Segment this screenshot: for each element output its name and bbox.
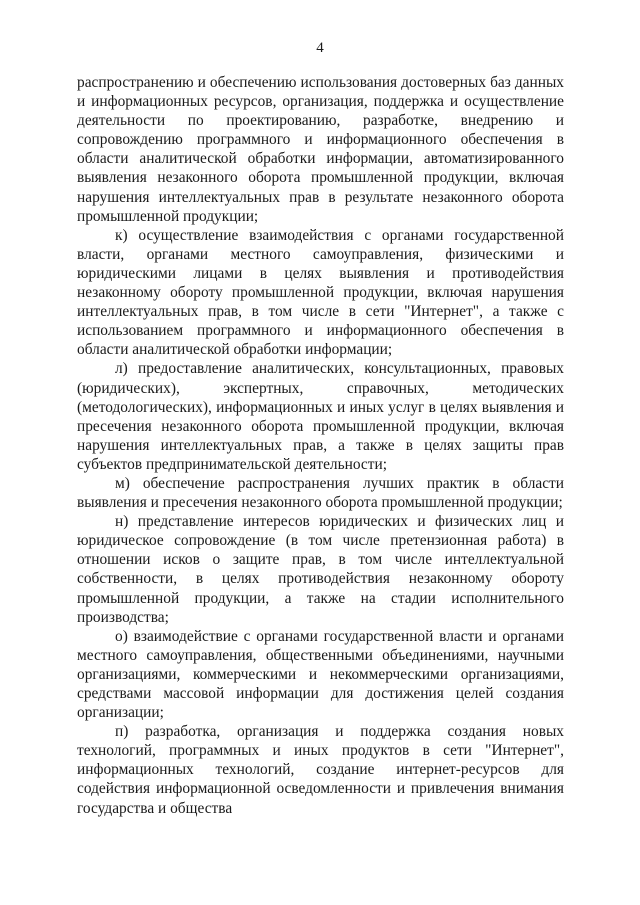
document-body — [77, 73, 564, 818]
paragraph-item-k: к) осуществление взаимодействия с органами государственной власти, органами местного самоуправления, физическими и юридическими лицами в целях выявления и противодействия незаконному обороту промышленной продукции, включая нарушения интеллектуальных прав, в том числе в сети "Интернет", а также с использованием программного и информационного обеспечения в области аналитической обработки информации; — [77, 226, 564, 359]
paragraph-item-p: п) разработка, организация и поддержка создания новых технологий, программных и иных продуктов в сети "Интернет", информационных технологий, создание интернет-ресурсов для содействия информационной осведомленности и привлечения внимания государства и общества — [77, 723, 564, 817]
paragraph-item-m: м) обеспечение распространения лучших практик в области выявления и пресечения незаконного оборота промышленной продукции; — [77, 474, 564, 512]
paragraph-continuation: распространению и обеспечению использования достоверных баз данных и информационных ресурсов, организация, поддержка и осуществление деятельности по проектированию, разработке, внедрению и сопровождению программного и информационного обеспечения в области аналитической обработки информации, автоматизированного выявления незаконного оборота промышленной продукции, включая нарушения интеллектуальных прав в результате незаконного оборота промышленной продукции; — [77, 74, 564, 225]
page-number: 4 — [316, 40, 324, 56]
paragraph-item-n: н) представление интересов юридических и физических лиц и юридическое сопровождение (в том числе претензионная работа) в отношении исков о защите прав, в том числе интеллектуальной собственности, в целях противодействия незаконному обороту промышленной продукции, а также на стадии исполнительного производства; — [77, 513, 564, 626]
paragraph-item-o: о) взаимодействие с органами государственной власти и органами местного самоуправления, общественными объединениями, научными организациями, коммерческими и некоммерческими организациями, средствами массовой информации для достижения целей создания организации; — [77, 627, 564, 722]
paragraph-item-l: л) предоставление аналитических, консультационных, правовых (юридических), экспертных, справочных, методических (методологических), информационных и иных услуг в целях выявления и пресечения незаконного оборота промышленной продукции, включая нарушения интеллектуальных прав, а также в целях защиты прав субъектов предпринимательской деятельности; — [77, 360, 564, 473]
